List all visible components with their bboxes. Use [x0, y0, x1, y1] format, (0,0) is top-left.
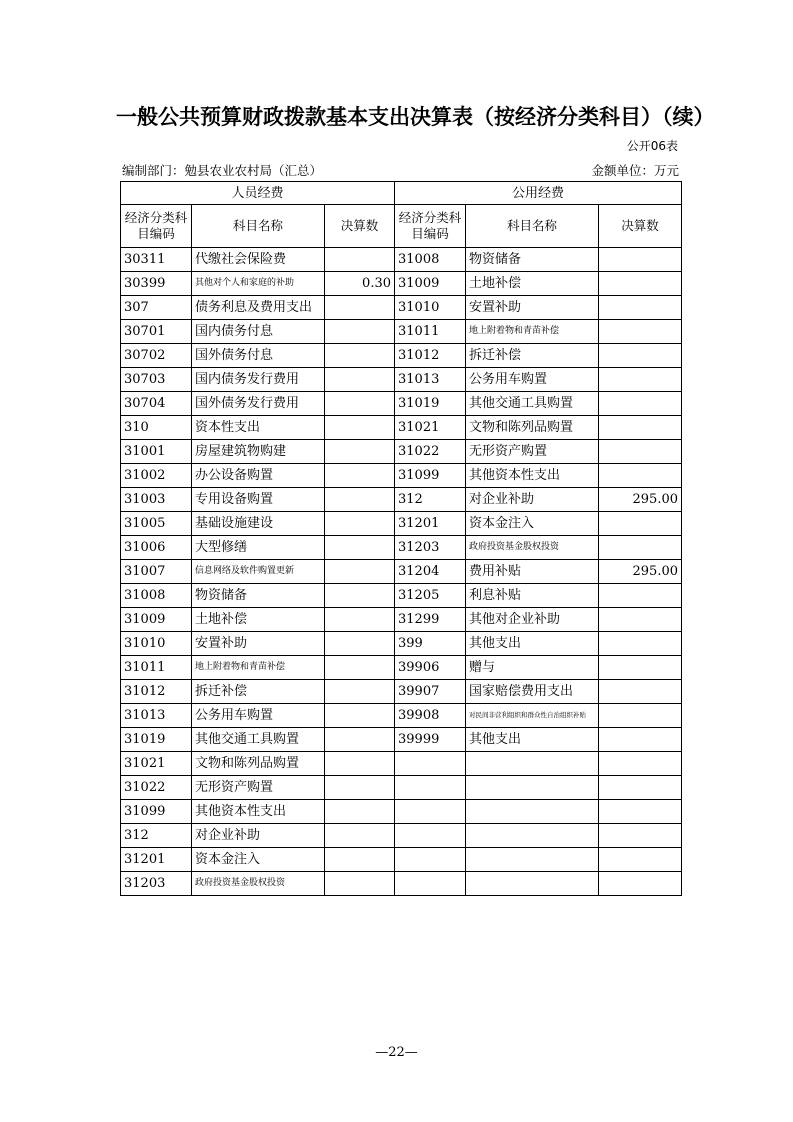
cell-amount [325, 752, 395, 776]
cell-amount [599, 776, 682, 800]
cell-amount [325, 800, 395, 824]
section-personnel-header: 人员经费 [121, 182, 395, 205]
table-row [121, 392, 682, 416]
cell-amount [325, 416, 395, 440]
cell-amount [599, 392, 682, 416]
cell-name: 其他资本性支出 [466, 464, 599, 488]
cell-amount [325, 632, 395, 656]
cell-amount [325, 680, 395, 704]
table-row [121, 752, 682, 776]
cell-amount [325, 440, 395, 464]
cell-name: 其他对个人和家庭的补助 [192, 272, 325, 296]
table-row [121, 416, 682, 440]
table-row [121, 800, 682, 824]
table-row [121, 848, 682, 872]
cell-code: 310 [121, 416, 192, 440]
cell-name: 无形资产购置 [192, 776, 325, 800]
table-row [121, 512, 682, 536]
cell-amount [325, 560, 395, 584]
table-row [121, 608, 682, 632]
cell-name: 其他支出 [466, 632, 599, 656]
cell-name: 其他支出 [466, 728, 599, 752]
cell-code: 31022 [395, 440, 466, 464]
cell-code: 39908 [395, 704, 466, 728]
cell-name: 对企业补助 [192, 824, 325, 848]
cell-code: 39906 [395, 656, 466, 680]
table-row [121, 440, 682, 464]
cell-amount [325, 368, 395, 392]
cell-name: 国内债务付息 [192, 320, 325, 344]
cell-code: 31009 [395, 272, 466, 296]
cell-amount: 295.00 [599, 560, 682, 584]
table-row [121, 488, 682, 512]
cell-amount [325, 584, 395, 608]
cell-code: 31204 [395, 560, 466, 584]
cell-amount [325, 464, 395, 488]
table-row [121, 632, 682, 656]
cell-code: 307 [121, 296, 192, 320]
expenditure-table [120, 181, 682, 896]
cell-code [395, 776, 466, 800]
cell-amount [599, 848, 682, 872]
cell-amount [599, 704, 682, 728]
section-public-header: 公用经费 [395, 182, 682, 205]
cell-name: 国外债务发行费用 [192, 392, 325, 416]
table-row [121, 824, 682, 848]
cell-amount [325, 608, 395, 632]
cell-code [395, 848, 466, 872]
cell-name: 物资储备 [192, 584, 325, 608]
unit-label: 金额单位：万元 [591, 163, 679, 178]
cell-name: 物资储备 [466, 248, 599, 272]
cell-code: 39999 [395, 728, 466, 752]
cell-code: 31019 [121, 728, 192, 752]
cell-code: 30702 [121, 344, 192, 368]
table-row [121, 320, 682, 344]
cell-amount [599, 800, 682, 824]
cell-code [395, 752, 466, 776]
cell-name: 房屋建筑物购建 [192, 440, 325, 464]
col-code-header: 经济分类科目编码 [395, 205, 466, 248]
col-amount-header: 决算数 [325, 205, 395, 248]
cell-code: 31099 [395, 464, 466, 488]
table-row [121, 872, 682, 896]
cell-amount [325, 848, 395, 872]
cell-name: 无形资产购置 [466, 440, 599, 464]
cell-amount [325, 656, 395, 680]
cell-name: 办公设备购置 [192, 464, 325, 488]
cell-amount [599, 824, 682, 848]
cell-code: 31021 [121, 752, 192, 776]
table-row [121, 560, 682, 584]
cell-amount [325, 872, 395, 896]
cell-amount [599, 320, 682, 344]
cell-amount [325, 488, 395, 512]
cell-amount [599, 536, 682, 560]
cell-code: 31099 [121, 800, 192, 824]
table-row [121, 704, 682, 728]
cell-amount [325, 536, 395, 560]
cell-code: 30399 [121, 272, 192, 296]
table-row [121, 584, 682, 608]
cell-amount [599, 440, 682, 464]
cell-name: 拆迁补偿 [192, 680, 325, 704]
cell-code: 399 [395, 632, 466, 656]
cell-amount [599, 752, 682, 776]
cell-name: 基础设施建设 [192, 512, 325, 536]
cell-name: 代缴社会保险费 [192, 248, 325, 272]
cell-amount [599, 608, 682, 632]
col-amount-header: 决算数 [599, 205, 682, 248]
cell-amount [599, 512, 682, 536]
cell-amount [325, 704, 395, 728]
cell-code: 31008 [395, 248, 466, 272]
cell-name [466, 848, 599, 872]
table-row [121, 776, 682, 800]
cell-amount [325, 248, 395, 272]
cell-name: 国内债务发行费用 [192, 368, 325, 392]
cell-code: 31201 [395, 512, 466, 536]
cell-code: 31012 [395, 344, 466, 368]
cell-name: 地上附着物和青苗补偿 [466, 320, 599, 344]
cell-code: 31011 [395, 320, 466, 344]
cell-amount [599, 368, 682, 392]
cell-code: 31022 [121, 776, 192, 800]
cell-name: 土地补偿 [466, 272, 599, 296]
table-row [121, 536, 682, 560]
cell-code: 39907 [395, 680, 466, 704]
cell-amount [599, 344, 682, 368]
cell-name: 地上附着物和青苗补偿 [192, 656, 325, 680]
cell-name: 土地补偿 [192, 608, 325, 632]
cell-code: 31013 [395, 368, 466, 392]
department-label: 编制部门：勉县农业农村局（汇总） [122, 163, 323, 178]
col-code-header: 经济分类科目编码 [121, 205, 192, 248]
cell-amount: 295.00 [599, 488, 682, 512]
cell-name: 对民间非营利组织和群众性自治组织补贴 [466, 704, 599, 728]
cell-name: 国外债务付息 [192, 344, 325, 368]
cell-name: 其他交通工具购置 [466, 392, 599, 416]
cell-name: 利息补贴 [466, 584, 599, 608]
cell-name: 安置补助 [192, 632, 325, 656]
cell-code: 31001 [121, 440, 192, 464]
cell-code: 31010 [121, 632, 192, 656]
cell-amount [599, 296, 682, 320]
table-row [121, 272, 682, 296]
cell-code: 31205 [395, 584, 466, 608]
cell-name: 资本金注入 [466, 512, 599, 536]
report-title: 一般公共预算财政拨款基本支出决算表（按经济分类科目）（续） [116, 105, 715, 129]
table-body [121, 248, 682, 896]
cell-code: 30701 [121, 320, 192, 344]
cell-code: 30311 [121, 248, 192, 272]
cell-code: 30704 [121, 392, 192, 416]
cell-name: 信息网络及软件购置更新 [192, 560, 325, 584]
cell-name: 安置补助 [466, 296, 599, 320]
cell-code: 31013 [121, 704, 192, 728]
cell-name: 其他资本性支出 [192, 800, 325, 824]
cell-code: 31203 [121, 872, 192, 896]
table-row [121, 656, 682, 680]
cell-name [466, 800, 599, 824]
cell-code: 312 [121, 824, 192, 848]
cell-code: 31299 [395, 608, 466, 632]
cell-name: 公务用车购置 [192, 704, 325, 728]
cell-code: 31012 [121, 680, 192, 704]
cell-name: 费用补贴 [466, 560, 599, 584]
cell-amount [599, 872, 682, 896]
cell-code: 31008 [121, 584, 192, 608]
cell-name: 政府投资基金股权投资 [192, 872, 325, 896]
cell-name [466, 776, 599, 800]
cell-code [395, 800, 466, 824]
cell-code: 312 [395, 488, 466, 512]
cell-name: 公务用车购置 [466, 368, 599, 392]
page-number: —22— [375, 1045, 418, 1060]
table-row [121, 248, 682, 272]
cell-code: 31009 [121, 608, 192, 632]
cell-name: 其他交通工具购置 [192, 728, 325, 752]
table-row [121, 680, 682, 704]
cell-code: 31011 [121, 656, 192, 680]
cell-amount [599, 584, 682, 608]
cell-amount [599, 656, 682, 680]
cell-name: 其他对企业补助 [466, 608, 599, 632]
cell-amount [599, 416, 682, 440]
cell-code [395, 824, 466, 848]
col-name-header: 科目名称 [466, 205, 599, 248]
table-row [121, 296, 682, 320]
cell-amount [325, 512, 395, 536]
cell-name [466, 872, 599, 896]
cell-name: 文物和陈列品购置 [192, 752, 325, 776]
cell-amount [599, 248, 682, 272]
cell-amount [599, 632, 682, 656]
table-row [121, 344, 682, 368]
cell-code: 31201 [121, 848, 192, 872]
cell-name: 拆迁补偿 [466, 344, 599, 368]
cell-code: 31003 [121, 488, 192, 512]
cell-name [466, 824, 599, 848]
cell-amount [325, 728, 395, 752]
cell-code: 31019 [395, 392, 466, 416]
cell-name: 资本性支出 [192, 416, 325, 440]
cell-name: 债务利息及费用支出 [192, 296, 325, 320]
cell-amount [325, 824, 395, 848]
cell-code [395, 872, 466, 896]
cell-code: 31005 [121, 512, 192, 536]
cell-code: 31010 [395, 296, 466, 320]
cell-name: 国家赔偿费用支出 [466, 680, 599, 704]
cell-amount [325, 320, 395, 344]
cell-code: 31006 [121, 536, 192, 560]
cell-code: 31203 [395, 536, 466, 560]
cell-amount [599, 728, 682, 752]
cell-name: 赠与 [466, 656, 599, 680]
cell-amount [325, 392, 395, 416]
col-name-header: 科目名称 [192, 205, 325, 248]
cell-amount [325, 344, 395, 368]
cell-amount [325, 296, 395, 320]
cell-amount [599, 272, 682, 296]
cell-name [466, 752, 599, 776]
cell-name: 对企业补助 [466, 488, 599, 512]
cell-name: 资本金注入 [192, 848, 325, 872]
cell-amount [325, 776, 395, 800]
cell-amount [599, 680, 682, 704]
table-code: 公开06表 [626, 139, 678, 153]
table-row [121, 728, 682, 752]
cell-name: 政府投资基金股权投资 [466, 536, 599, 560]
cell-code: 30703 [121, 368, 192, 392]
cell-code: 31021 [395, 416, 466, 440]
cell-amount: 0.30 [325, 272, 395, 296]
table-row [121, 368, 682, 392]
cell-name: 专用设备购置 [192, 488, 325, 512]
cell-name: 大型修缮 [192, 536, 325, 560]
cell-name: 文物和陈列品购置 [466, 416, 599, 440]
cell-amount [599, 464, 682, 488]
table-row [121, 464, 682, 488]
cell-code: 31007 [121, 560, 192, 584]
cell-code: 31002 [121, 464, 192, 488]
